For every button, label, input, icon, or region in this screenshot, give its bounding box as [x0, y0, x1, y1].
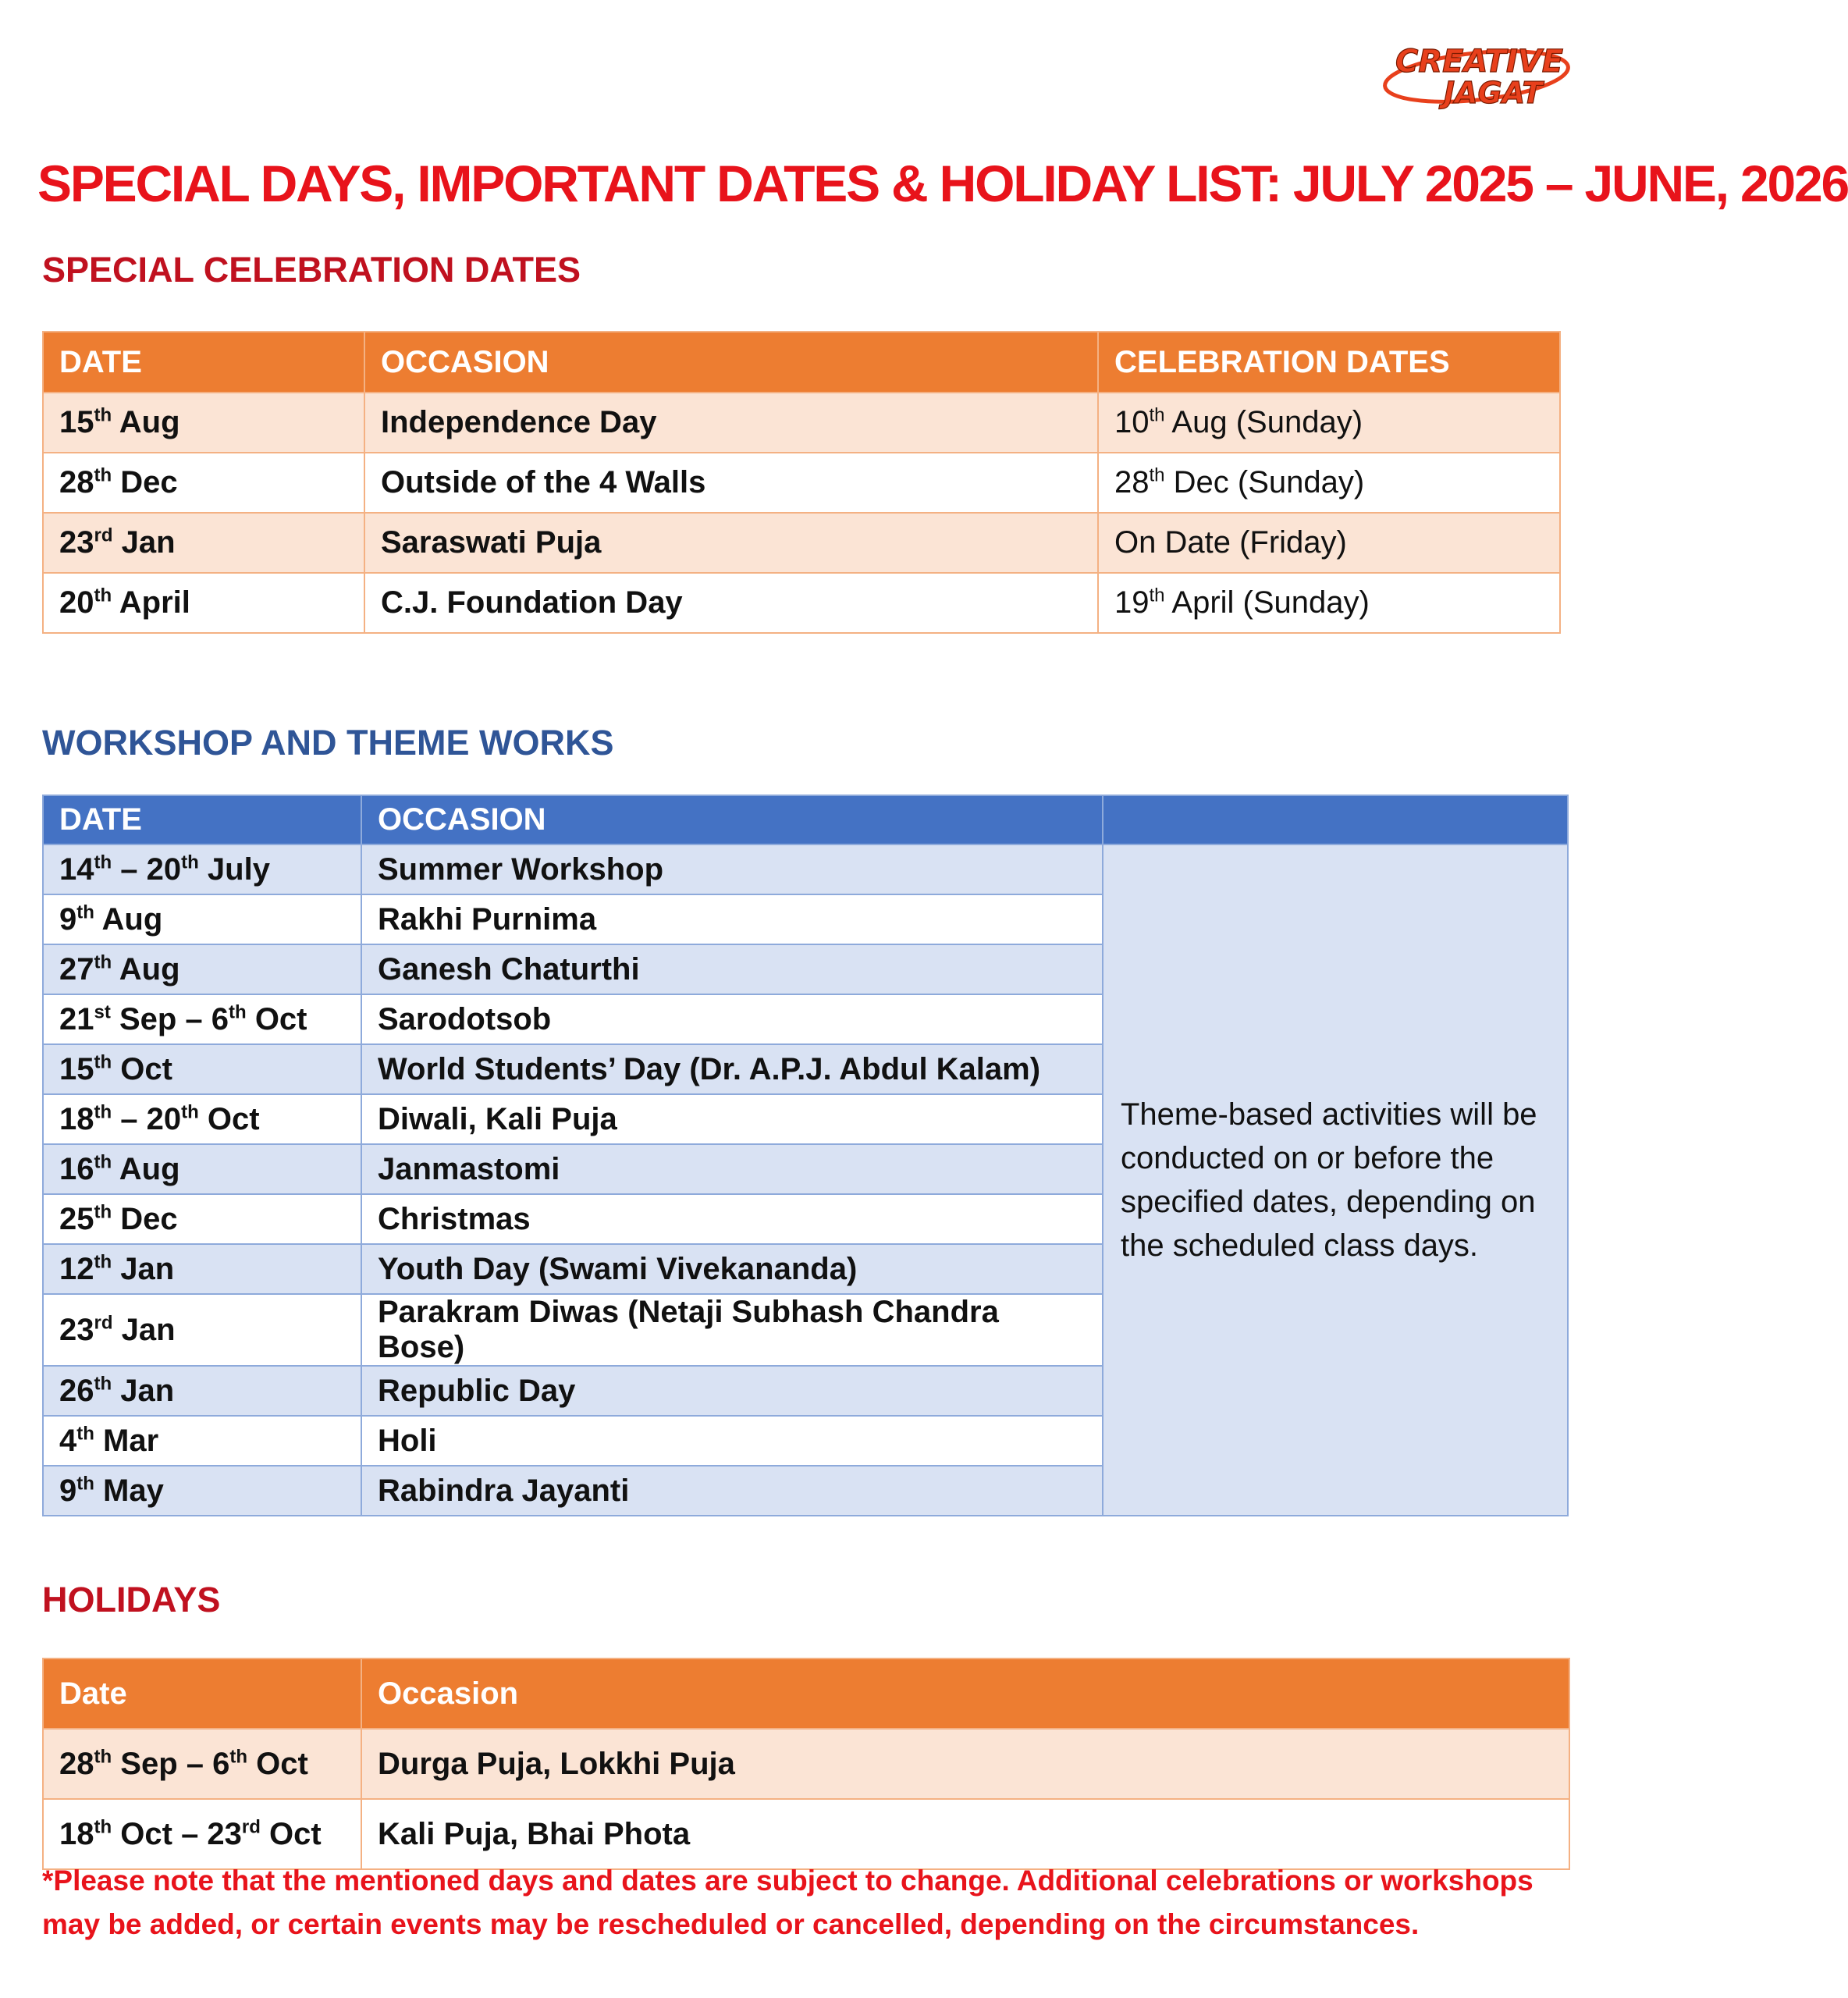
- date-cell: 28th Dec: [43, 453, 364, 513]
- date-cell: 26th Jan: [43, 1366, 361, 1416]
- date-cell: 9th May: [43, 1466, 361, 1516]
- table-header-row: [43, 332, 1560, 393]
- occasion-cell: Ganesh Chaturthi: [361, 944, 1103, 994]
- date-cell: 25th Dec: [43, 1194, 361, 1244]
- table-row: [43, 453, 1560, 513]
- occasion-cell: Outside of the 4 Walls: [364, 453, 1098, 513]
- occasion-cell: Durga Puja, Lokkhi Puja: [361, 1729, 1569, 1799]
- celebration-date-cell: 19th April (Sunday): [1098, 573, 1560, 633]
- date-cell: 9th Aug: [43, 894, 361, 944]
- column-header-occasion: OCCASION: [364, 332, 1098, 393]
- column-header-notes: [1103, 795, 1568, 844]
- theme-note-cell: Theme-based activities will be conducted on or before the specified dates, depending on the scheduled class days.: [1103, 844, 1568, 1516]
- date-cell: 20th April: [43, 573, 364, 633]
- occasion-cell: Saraswati Puja: [364, 513, 1098, 573]
- celebration-date-cell: 10th Aug (Sunday): [1098, 393, 1560, 453]
- occasion-cell: Summer Workshop: [361, 844, 1103, 894]
- date-cell: 15th Oct: [43, 1044, 361, 1094]
- occasion-cell: Rakhi Purnima: [361, 894, 1103, 944]
- table-row: [43, 844, 1568, 894]
- date-cell: 18th Oct – 23rd Oct: [43, 1799, 361, 1869]
- date-cell: 28th Sep – 6th Oct: [43, 1729, 361, 1799]
- table-row: [43, 573, 1560, 633]
- celebration-date-cell: 28th Dec (Sunday): [1098, 453, 1560, 513]
- special-celebration-table: [42, 331, 1561, 634]
- occasion-cell: C.J. Foundation Day: [364, 573, 1098, 633]
- column-header-date: Date: [43, 1658, 361, 1729]
- table-row: [43, 393, 1560, 453]
- special-celebration-heading: SPECIAL CELEBRATION DATES: [42, 250, 581, 290]
- occasion-cell: Youth Day (Swami Vivekananda): [361, 1244, 1103, 1294]
- occasion-cell: Sarodotsob: [361, 994, 1103, 1044]
- occasion-cell: Christmas: [361, 1194, 1103, 1244]
- column-header-occasion: Occasion: [361, 1658, 1569, 1729]
- svg-text:JAGAT: JAGAT: [1444, 76, 1543, 110]
- date-cell: 27th Aug: [43, 944, 361, 994]
- holidays-heading: HOLIDAYS: [42, 1580, 221, 1619]
- column-header-date: DATE: [43, 332, 364, 393]
- date-cell: 23rd Jan: [43, 513, 364, 573]
- date-cell: 12th Jan: [43, 1244, 361, 1294]
- occasion-cell: Diwali, Kali Puja: [361, 1094, 1103, 1144]
- table-header-row: [43, 795, 1568, 844]
- occasion-cell: Rabindra Jayanti: [361, 1466, 1103, 1516]
- date-cell: 16th Aug: [43, 1144, 361, 1194]
- celebration-date-cell: On Date (Friday): [1098, 513, 1560, 573]
- occasion-cell: Janmastomi: [361, 1144, 1103, 1194]
- creative-jagat-logo: [1381, 31, 1576, 109]
- svg-text:CREATIVE: CREATIVE: [1395, 44, 1564, 80]
- date-cell: 14th – 20th July: [43, 844, 361, 894]
- workshop-table: [42, 795, 1569, 1516]
- column-header-occasion: OCCASION: [361, 795, 1103, 844]
- occasion-cell: Kali Puja, Bhai Phota: [361, 1799, 1569, 1869]
- occasion-cell: Holi: [361, 1416, 1103, 1466]
- date-cell: 18th – 20th Oct: [43, 1094, 361, 1144]
- column-header-celebration-dates: CELEBRATION DATES: [1098, 332, 1560, 393]
- occasion-cell: Independence Day: [364, 393, 1098, 453]
- date-cell: 21st Sep – 6th Oct: [43, 994, 361, 1044]
- date-cell: 15th Aug: [43, 393, 364, 453]
- date-cell: 4th Mar: [43, 1416, 361, 1466]
- occasion-cell: Parakram Diwas (Netaji Subhash Chandra Bose): [361, 1294, 1103, 1366]
- column-header-date: DATE: [43, 795, 361, 844]
- holidays-table: [42, 1658, 1570, 1870]
- table-row: [43, 513, 1560, 573]
- date-cell: 23rd Jan: [43, 1294, 361, 1366]
- table-header-row: [43, 1658, 1569, 1729]
- disclaimer-footnote: *Please note that the mentioned days and dates are subject to change. Additional celebrations or workshops may be added, or certain events may be rescheduled or cancelled, depending on the circumstances.: [42, 1865, 1533, 1940]
- workshop-heading: WORKSHOP AND THEME WORKS: [42, 723, 614, 763]
- page-title: SPECIAL DAYS, IMPORTANT DATES & HOLIDAY LIST: JULY 2025 – JUNE, 2026: [37, 155, 1848, 212]
- occasion-cell: World Students’ Day (Dr. A.P.J. Abdul Kalam): [361, 1044, 1103, 1094]
- table-row: [43, 1729, 1569, 1799]
- occasion-cell: Republic Day: [361, 1366, 1103, 1416]
